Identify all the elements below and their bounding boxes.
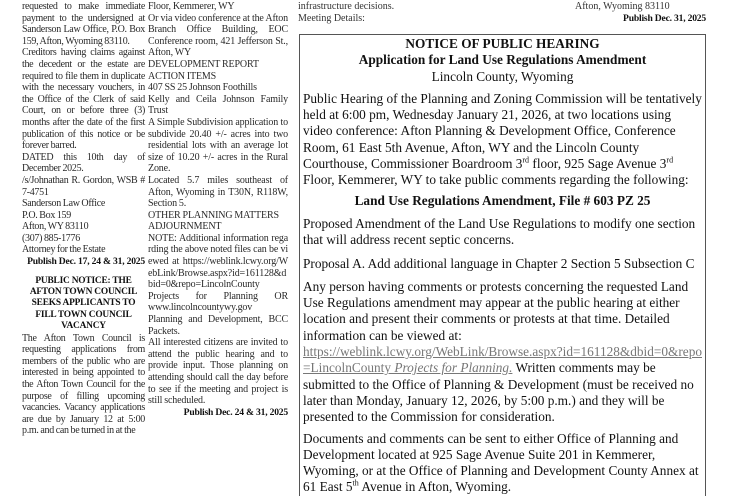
meeting-text: 407 SS 25 Johnson Foothills [148, 82, 257, 94]
meeting-text: All interested citizens are invited to attend the public hearing and to provide input. Those planning on attending should call the day before to see if the meeting and project is still scheduled. [148, 337, 288, 407]
meeting-text: NOTE: Additional information regarding the above noted files can be viewed at https://weblink.lcwy.org/WebLink/Browse.aspx?id=161128&dbid=0&repo=LincolnCounty [148, 232, 288, 291]
column-text: infrastructure decisions. [298, 1, 395, 12]
proposed-amendment: Proposed Amendment of the Land Use Regulations to modify one section that will address recent septic concerns. [303, 215, 696, 248]
council-notice-body: The Afton Town Council is requesting applications from members of the public who are interested in being appointed to the Afton Town Council for the purpose of filling upcoming vacancies. Vacancy applications are due by January 12 at 5:00 p.m. and can be turned in at the [22, 332, 145, 437]
estate-text: requested to make immediate payment to the undersigned at Sanderson Law Office, P.O. Box 159, Afton, Wyoming 83110. [22, 1, 145, 47]
proposal-a: Proposal A. Add additional language in Chapter 2 Section 5 Subsection C [303, 255, 695, 271]
meeting-text: Projects for Planning OR www.lincolncountywy.gov Planning and Development, BCC Packets. [148, 290, 288, 337]
estate-text: (307) 885-1776 [22, 232, 80, 244]
meeting-text: ADJOURNMENT [148, 221, 222, 233]
notice-title: NOTICE OF PUBLIC HEARING [405, 36, 600, 51]
estate-text: Afton, WY 83110 [22, 221, 89, 233]
public-hearing-notice-box [299, 34, 706, 496]
meeting-text: Floor, Kemmerer, WY [148, 1, 235, 12]
hearing-intro [303, 91, 702, 189]
publish-date-text: Publish Dec. 24 & 31, 2025 [183, 406, 288, 418]
file-heading: Land Use Regulations Amendment, File # 603 PZ 25 [354, 192, 651, 208]
meeting-text: ACTION ITEMS [148, 70, 217, 82]
comments-text: Written comments may be submitted to the Office of Planning & Development (must be received no later than Monday, January 12, 2026, by 5:00 p.m.) and they will be presented to the Commission for consideration. [303, 360, 694, 425]
link-text[interactable]: Projects for Planning. [391, 360, 513, 376]
meeting-text: Or via video conference at the Afton Branch Office Building, EOC Conference room, 421 Jefferson St., Afton, WY [148, 12, 288, 59]
estate-text: DATED this 10th day of December 2025. [22, 151, 145, 175]
column-text: Meeting Details: [298, 13, 365, 24]
meeting-text: DEVELOPMENT REPORT [148, 58, 259, 70]
meeting-text: OTHER PLANNING MATTERS [148, 209, 279, 221]
notice-county: Lincoln County, Wyoming [431, 68, 574, 84]
link-text[interactable]: https://weblink.lcwy.org/WebLink/Browse.aspx?id=161128&dbid=0&repo=LincolnCounty [303, 344, 702, 376]
intro-text: Public Hearing of the Planning and Zoning Commission will be tentatively held at 6:00 pm, Wednesday January 21, 2026, at two locations using video conference: Afton Planning & Development Office, Conference Room, 61 East 5th Avenue, Afton, WY and the Lincoln County Courthouse, Commissioner Boardroom 3 [303, 90, 702, 172]
superscript: rd [522, 155, 530, 165]
publish-date [22, 256, 145, 268]
publish-date-text: Publish Dec. 31, 2025 [623, 13, 706, 24]
documents-paragraph [303, 431, 702, 496]
legal-column-2 [148, 1, 288, 418]
intro-text: Floor, Kemmerer, WY to take public comments regarding the following: [303, 172, 689, 188]
estate-text: Sanderson Law Office [22, 198, 105, 210]
estate-text: /s/Johnathan R. Gordon, WSB # 7-4751 [22, 174, 145, 198]
estate-text: P.O. Box 159 [22, 209, 71, 221]
publish-date-text: Publish Dec. 17, 24 & 31, 2025 [27, 256, 145, 268]
column-3-top [298, 1, 394, 25]
documents-text: Documents and comments can be sent to either Office of Planning and Development located at 925 Sage Avenue Suite 201 in Kemmerer, Wyoming, or at the Office of Planning and Development County Annex at 61 East 5 [303, 430, 699, 495]
column-text: Afton, Wyoming 83110 [575, 1, 670, 12]
estate-text: Creditors having claims against the decedent or the estate are required to file them in duplicate with the necessary vouchers, in the Office of the Clerk of said Court, on or before three (3) months after the date of the first publication of this notice or be forever barred. [22, 47, 145, 152]
legal-column-1 [22, 1, 145, 437]
superscript: rd [666, 155, 674, 165]
notice-subtitle: Application for Land Use Regulations Amendment [358, 52, 647, 68]
meeting-text: A Simple Subdivision application to subdivide 20.40 +/- acres into two residential lots with an average lot size of 10.20 +/- acres in the Rural Zone. [148, 116, 288, 175]
comments-text: Any person having comments or protests concerning the requested Land Use Regulations amendment may appear at the public hearing at either location and present their comments or protests at that time. Detailed information can be viewed at: [303, 278, 689, 343]
publish-date [575, 13, 706, 25]
estate-text: Attorney for the Estate [22, 244, 106, 256]
documents-text: Avenue in Afton, Wyoming. [358, 479, 512, 495]
superscript: th [352, 479, 359, 488]
intro-text: floor, 925 Sage Avenue 3 [529, 156, 667, 172]
council-notice-title: PUBLIC NOTICE: THE AFTON TOWN COUNCIL SEEKS APPLICANTS TO FILL TOWN COUNCIL VACANCY [29, 275, 138, 332]
meeting-text: Located 5.7 miles southeast of Afton, Wyoming in T30N, R118W, Section 5. [148, 174, 288, 210]
column-4-top [575, 1, 706, 25]
meeting-text: Kelly and Ceila Johnson Family Trust [148, 93, 288, 117]
comments-paragraph [303, 279, 702, 426]
publish-date [148, 407, 288, 419]
